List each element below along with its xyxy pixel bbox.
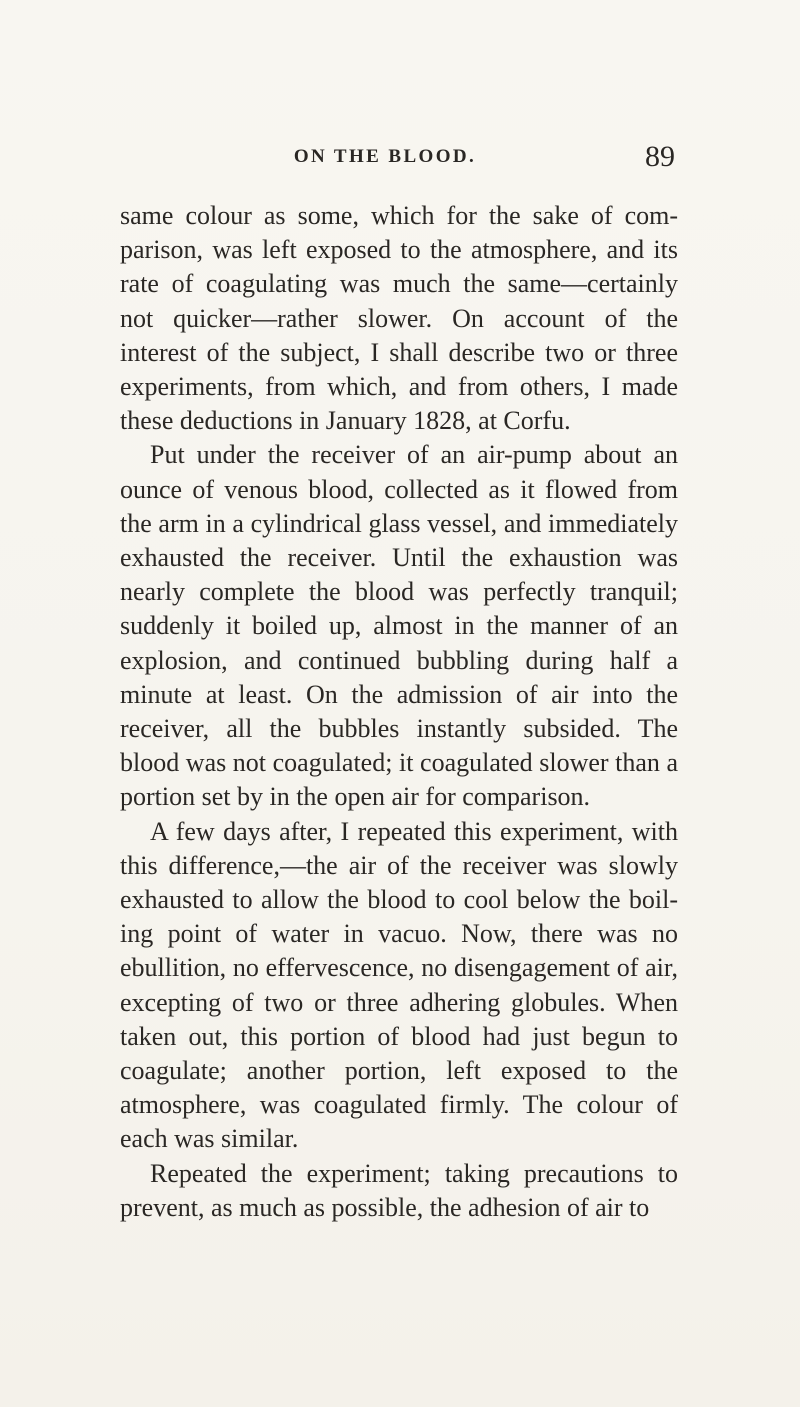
page-header: [95, 142, 675, 172]
running-head: ON THE BLOOD.: [293, 146, 477, 167]
paragraph: A few days after, I repeated this experiment, with this difference,—the air of the receiver was slowly exhausted to allow the blood to cool below the boil-ing point of water in vacuo. Now, there was no ebullition, no effervescence, no disengagement of air, excepting of two or three adhering globules. When taken out, this portion of blood had just begun to coagulate; another portion, left exposed to the atmosphere, was coagulated firmly. The colour of each was similar.: [120, 816, 678, 1154]
paragraph: Repeated the experiment; taking precautions to prevent, as much as possible, the adhesion of air to: [120, 1158, 678, 1222]
body-text: [120, 199, 678, 1225]
paragraph: same colour as some, which for the sake of com-parison, was left exposed to the atmosphere, and its rate of coagulating was much the same—certainly not quicker—rather slower. On account of the interest of the subject, I shall describe two or three experiments, from which, and from others, I made these deductions in January 1828, at Corfu.: [120, 201, 678, 436]
paragraph: Put under the receiver of an air-pump about an ounce of venous blood, collected as it flowed from the arm in a cylindrical glass vessel, and immediately exhausted the receiver. Until the exhaustion was nearly complete the blood was perfectly tranquil; suddenly it boiled up, almost in the manner of an explosion, and continued bubbling during half a minute at least. On the admission of air into the receiver, all the bubbles instantly subsided. The blood was not coagulated; it coagulated slower than a portion set by in the open air for comparison.: [120, 440, 678, 812]
page-number: 89: [645, 140, 675, 173]
